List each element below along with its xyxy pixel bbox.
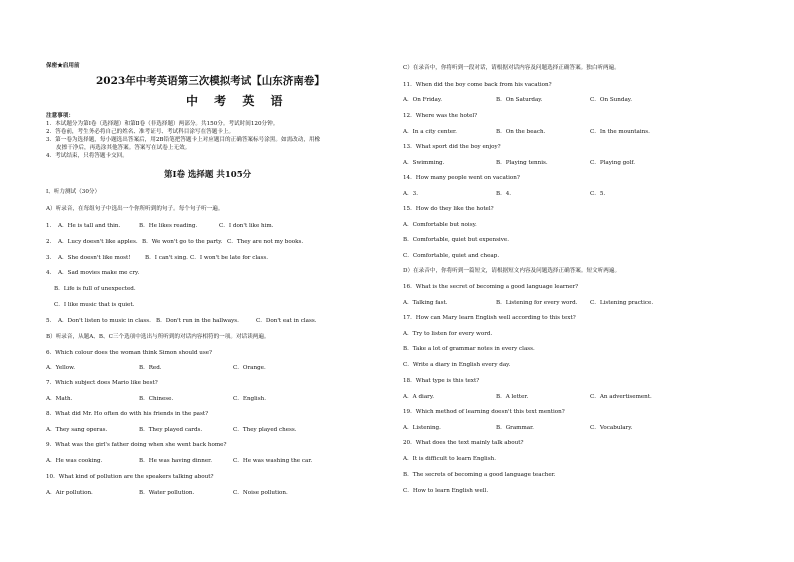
secret-label: 保密★启用前 <box>46 63 80 69</box>
option-b: B．Red. <box>139 365 162 371</box>
subject-title: 中 考 英 语 <box>186 94 289 108</box>
option-a: A．Try to listen for every word. <box>403 331 493 337</box>
option-c: C．Listening practice. <box>590 300 654 306</box>
option-b: B．4. <box>496 191 512 197</box>
option-b: B．The secrets of becoming a good language teacher. <box>403 472 556 478</box>
option-a: A．Swimming. <box>403 160 445 166</box>
option-b: B．They played cards. <box>139 427 203 433</box>
option-a: A．Sad movies make me cry. <box>58 270 140 276</box>
part-c-instruction: C）在录音中，你将听到一段对话，请根据对话内容及问题选择正确答案。独白听两遍。 <box>403 65 620 71</box>
option-a: A．Air pollution. <box>46 490 93 496</box>
option-a: A．He is tall and thin. <box>58 223 121 229</box>
option-a: A．On Friday. <box>403 97 443 103</box>
option-c: C．5. <box>590 191 606 197</box>
question-text: 15．How do they like the hotel? <box>403 206 494 212</box>
note-item: 4．考试结束，只将答题卡交回。 <box>46 153 128 159</box>
option-b: B．On Saturday. <box>496 97 543 103</box>
question-text: 20．What does the text mainly talk about? <box>403 440 524 446</box>
question-text: 9．What was the girl's father doing when she went back home? <box>46 442 227 448</box>
option-a: A．They sang operas. <box>46 427 108 433</box>
question-text: 6．Which colour does the woman think Simon should use? <box>46 350 212 356</box>
option-c: C．English. <box>233 396 266 402</box>
question-text: 16．What is the secret of becoming a good language learner? <box>403 284 579 290</box>
option-a: A．It is difficult to learn English. <box>403 456 496 462</box>
option-a: A．Listening. <box>403 425 441 431</box>
option-c: C．In the mountains. <box>590 129 650 135</box>
question-text: 19．Which method of learning doesn't this text mention? <box>403 409 565 415</box>
exam-title: 2023年中考英语第三次模拟考试【山东济南卷】 <box>96 75 325 87</box>
part-title: Ⅰ、听力测试（30分） <box>46 189 101 195</box>
option-a: A．In a city center. <box>403 129 457 135</box>
question-text: 7．Which subject does Mario like best? <box>46 380 158 386</box>
option-b: B．Water pollution. <box>139 490 195 496</box>
option-b: B．On the beach. <box>496 129 546 135</box>
option-a: A．A diary. <box>403 394 435 400</box>
option-c: C．Don't eat in class. <box>256 318 317 324</box>
option-c: C．I won't be late for class. <box>190 255 268 261</box>
option-c: C．Orange. <box>233 365 266 371</box>
option-a: A．Don't listen to music in class. <box>58 318 151 324</box>
option-b: B．Life is full of unexpected. <box>54 286 136 292</box>
option-a: A．Comfortable but noisy. <box>403 222 477 228</box>
option-a: A．Lucy doesn't like apples. <box>58 239 138 245</box>
option-a: A．He was cooking. <box>46 458 103 464</box>
option-a: A．3. <box>403 191 418 197</box>
option-b: B．Don't run in the hallways. <box>156 318 239 324</box>
section-title: 第Ⅰ卷 选择题 共105分 <box>164 170 252 180</box>
option-c: C．They are not my books. <box>227 239 304 245</box>
note-item: 2．答卷前，考生务必将自己的姓名、准考证号、考试科目涂写在答题卡上。 <box>46 129 235 135</box>
option-b: B．Take a lot of grammar notes in every class. <box>403 346 535 352</box>
notes-heading: 注意事项： <box>46 113 74 119</box>
option-c: C．They played chess. <box>233 427 297 433</box>
question-text: 11．When did the boy come back from his vacation? <box>403 82 552 88</box>
option-c: C．Vocabulary. <box>590 425 633 431</box>
option-c: C．Comfortable, quiet and cheap. <box>403 253 500 259</box>
question-text: 8．What did Mr. Ho often do with his friends in the past? <box>46 411 209 417</box>
option-b: B．We won't go to the party. <box>142 239 223 245</box>
option-c: C．Noise pollution. <box>233 490 288 496</box>
question-text: 12．Where was the hotel? <box>403 113 478 119</box>
option-b: B．He was having dinner. <box>139 458 213 464</box>
option-a: A．Talking fast. <box>403 300 448 306</box>
question-text: 10．What kind of pollution are the speakers talking about? <box>46 474 214 480</box>
option-b: B．Listening for every word. <box>496 300 578 306</box>
option-b: B．I can't sing. <box>145 255 188 261</box>
option-c: C．I don't like him. <box>219 223 274 229</box>
option-a: A．Math. <box>46 396 73 402</box>
note-item: 1．本试题分为第Ⅰ卷（选择题）和第Ⅱ卷（非选择题）两部分。共150分。考试时间120分钟。 <box>46 121 279 127</box>
option-c: C．I like music that is quiet. <box>54 302 135 308</box>
option-c: C．Playing golf. <box>590 160 636 166</box>
option-b: B．Grammar. <box>496 425 534 431</box>
option-a: A．She doesn't like most! <box>58 255 131 261</box>
option-b: B．Comfortable, quiet but expensive. <box>403 237 509 243</box>
option-c: C．How to learn English well. <box>403 488 489 494</box>
part-a-instruction: A）听录音，在每组句子中选出一个你所听到的句子。每个句子听一遍。 <box>46 206 224 212</box>
option-c: C．An advertisement. <box>590 394 652 400</box>
option-a: A．Yellow. <box>46 365 75 371</box>
question-text: 17．How can Mary learn English well according to this text? <box>403 315 576 321</box>
note-item: 皮擦干净后，再选涂其他答案。答案写在试卷上无效。 <box>56 145 191 151</box>
question-text: 14．How many people went on vacation? <box>403 175 520 181</box>
question-text: 18．What type is this text? <box>403 378 480 384</box>
option-b: B．Playing tennis. <box>496 160 548 166</box>
option-b: B．Chinese. <box>139 396 174 402</box>
note-item: 3．第一卷为选择题，每小题选出答案后，用2B铅笔把答题卡上对应题目的正确答案标号涂黑。如需改动，用橡 <box>46 137 321 143</box>
option-b: B．He likes reading. <box>139 223 198 229</box>
option-c: C．Write a diary in English every day. <box>403 362 511 368</box>
option-b: B．A letter. <box>496 394 529 400</box>
option-c: C．He was washing the car. <box>233 458 313 464</box>
part-b-instruction: B）听录音，从题A、B、C三个选项中选出与所听到的对话内容相符的一项。对话读两遍。 <box>46 334 270 340</box>
option-c: C．On Sunday. <box>590 97 632 103</box>
part-d-instruction: D）在录音中，你将听到一篇短文，请根据短文内容及问题选择正确答案。短文听两遍。 <box>403 268 621 274</box>
question-text: 13．What sport did the boy enjoy? <box>403 144 501 150</box>
